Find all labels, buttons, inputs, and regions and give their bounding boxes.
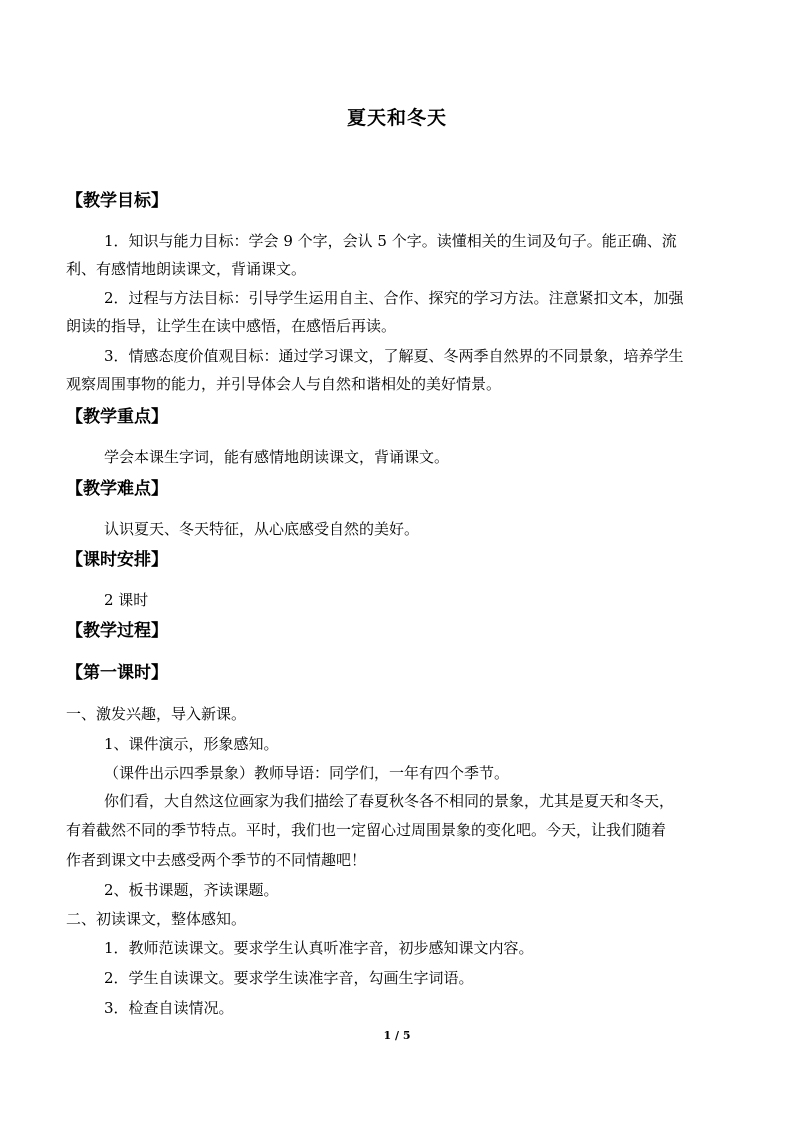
key-points-text: 学会本课生字词，能有感情地朗读课文，背诵课文。 <box>104 448 450 466</box>
section-heading-goals: 【教学目标】 <box>66 191 168 211</box>
document-title: 夏天和冬天 <box>346 107 447 129</box>
goal-3-line-1: 3．情感态度价值观目标：通过学习课文，了解夏、冬两季自然界的不同景象，培养学生 <box>104 347 684 365</box>
paragraph-line-2: 有着截然不同的季节特点。平时，我们也一定留心过周围景象的变化吧。今天，让我们随着 <box>66 821 667 839</box>
step-2-1: 1．教师范读课文。要求学生认真听准字音，初步感知课文内容。 <box>104 939 534 957</box>
step-2-2: 2．学生自读课文。要求学生读准字音，勾画生字词语。 <box>104 969 474 987</box>
step-2-3: 3．检查自读情况。 <box>104 999 234 1017</box>
section-heading-key-points: 【教学重点】 <box>66 407 168 427</box>
schedule-text: 2 课时 <box>104 591 149 609</box>
section-heading-schedule: 【课时安排】 <box>66 550 168 570</box>
paragraph-line-1: 你们看，大自然这位画家为我们描绘了春夏秋冬各不相同的景象，尤其是夏天和冬天， <box>104 792 675 810</box>
step-1: 一、激发兴趣，导入新课。 <box>66 705 247 723</box>
goal-3-line-2: 观察周围事物的能力，并引导体会人与自然和谐相处的美好情景。 <box>66 375 502 393</box>
section-heading-difficulties: 【教学难点】 <box>66 479 168 499</box>
paragraph-line-3: 作者到课文中去感受两个季节的不同情趣吧！ <box>66 851 367 869</box>
goal-2-line-2: 朗读的指导，让学生在读中感悟，在感悟后再读。 <box>66 317 397 335</box>
goal-2-line-1: 2．过程与方法目标：引导学生运用自主、合作、探究的学习方法。注意紧扣文本，加强 <box>104 289 684 307</box>
page-number: 1 / 5 <box>383 1029 411 1042</box>
step-2: 二、初读课文，整体感知。 <box>66 910 247 928</box>
section-heading-process: 【教学过程】 <box>66 621 168 641</box>
goal-1-line-1: 1．知识与能力目标：学会 9 个字，会认 5 个字。读懂相关的生词及句子。能正确、流 <box>104 232 677 250</box>
goal-1-line-2: 利、有感情地朗读课文，背诵课文。 <box>66 260 307 278</box>
difficulties-text: 认识夏天、冬天特征，从心底感受自然的美好。 <box>104 520 420 538</box>
step-1-1-text: （课件出示四季景象）教师导语：同学们，一年有四个季节。 <box>104 764 510 782</box>
section-heading-lesson-1: 【第一课时】 <box>66 663 168 683</box>
step-1-1: 1、课件演示，形象感知。 <box>104 735 279 753</box>
step-1-2: 2、板书课题，齐读课题。 <box>104 881 279 899</box>
